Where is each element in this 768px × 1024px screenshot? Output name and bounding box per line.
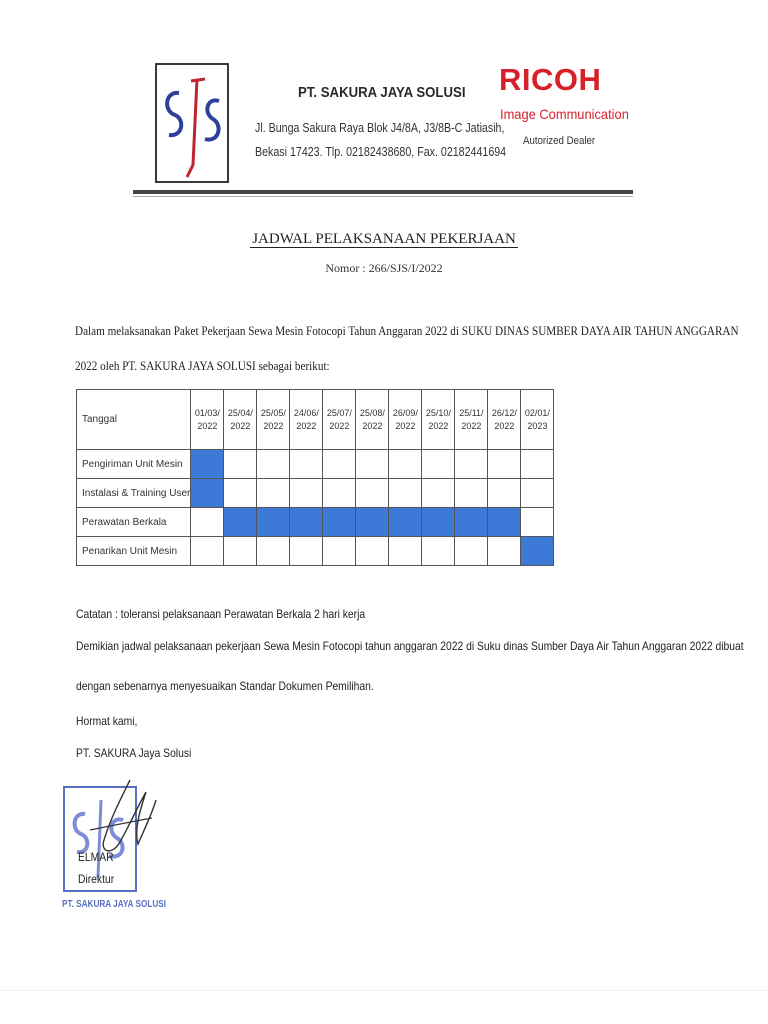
schedule-date-header bbox=[290, 390, 323, 450]
schedule-cell-empty bbox=[323, 537, 356, 566]
closing-line-2: dengan sebenarnya menyesuaikan Standar Dokumen Pemilihan. bbox=[76, 679, 374, 693]
schedule-cell-filled bbox=[323, 508, 356, 537]
schedule-date-header bbox=[191, 390, 224, 450]
schedule-cell-filled bbox=[224, 508, 257, 537]
schedule-cell-filled bbox=[389, 508, 422, 537]
schedule-row-label: Perawatan Berkala bbox=[77, 508, 191, 537]
schedule-date-day: 25/07/ bbox=[326, 407, 352, 418]
schedule-cell-empty bbox=[422, 537, 455, 566]
schedule-date-header bbox=[224, 390, 257, 450]
schedule-cell-empty bbox=[422, 479, 455, 508]
schedule-date-day: 25/04/ bbox=[227, 407, 253, 418]
schedule-cell-filled bbox=[422, 508, 455, 537]
schedule-date-year: 2022 bbox=[395, 420, 416, 431]
schedule-date-year: 2022 bbox=[296, 420, 317, 431]
schedule-cell-empty bbox=[191, 508, 224, 537]
schedule-date-year: 2022 bbox=[428, 420, 449, 431]
greeting: Hormat kami, bbox=[76, 714, 138, 728]
schedule-row bbox=[77, 479, 554, 508]
company-address-line1: Jl. Bunga Sakura Raya Blok J4/8A, J3/8B-C Jatiasih, bbox=[255, 120, 505, 135]
stamp-company-label: PT. SAKURA JAYA SOLUSI bbox=[62, 899, 167, 910]
schedule-date-year: 2022 bbox=[494, 420, 515, 431]
schedule-cell-empty bbox=[257, 479, 290, 508]
signature-company: PT. SAKURA Jaya Solusi bbox=[76, 746, 192, 760]
schedule-date-day: 25/05/ bbox=[260, 407, 286, 418]
schedule-cell-empty bbox=[455, 479, 488, 508]
schedule-cell-empty bbox=[521, 450, 554, 479]
closing-line-1: Demikian jadwal pelaksanaan pekerjaan Sewa Mesin Fotocopi tahun anggaran 2022 di Suku dinas Sumber Daya Air Tahun Anggaran 2022 dibuat bbox=[76, 639, 744, 653]
company-logo bbox=[155, 63, 229, 183]
schedule-header-row bbox=[77, 390, 554, 450]
letterhead-divider-thin bbox=[133, 196, 633, 197]
company-address-line2: Bekasi 17423. Tlp. 02182438680, Fax. 02182441694 bbox=[255, 144, 507, 159]
schedule-date-day: 24/06/ bbox=[293, 407, 319, 418]
ricoh-logo: RICOH bbox=[499, 62, 602, 97]
schedule-date-header bbox=[257, 390, 290, 450]
schedule-date-header bbox=[488, 390, 521, 450]
schedule-cell-filled bbox=[191, 479, 224, 508]
note-catatan: Catatan : toleransi pelaksanaan Perawatan Berkala 2 hari kerja bbox=[76, 607, 366, 621]
schedule-cell-empty bbox=[224, 537, 257, 566]
schedule-cell-empty bbox=[257, 537, 290, 566]
schedule-date-day: 25/08/ bbox=[359, 407, 385, 418]
schedule-cell-empty bbox=[290, 537, 323, 566]
schedule-date-year: 2022 bbox=[197, 420, 218, 431]
schedule-cell-empty bbox=[389, 450, 422, 479]
schedule-date-day: 02/01/ bbox=[524, 407, 550, 418]
schedule-date-day: 26/09/ bbox=[392, 407, 418, 418]
document-title-wrap bbox=[0, 231, 768, 248]
schedule-date-header bbox=[323, 390, 356, 450]
schedule-cell-empty bbox=[356, 450, 389, 479]
schedule-date-year: 2022 bbox=[329, 420, 350, 431]
schedule-date-header bbox=[521, 390, 554, 450]
schedule-date-day: 26/12/ bbox=[491, 407, 517, 418]
schedule-cell-empty bbox=[455, 537, 488, 566]
schedule-cell-filled bbox=[521, 537, 554, 566]
schedule-date-header bbox=[455, 390, 488, 450]
schedule-row-label: Penarikan Unit Mesin bbox=[77, 537, 191, 566]
schedule-cell-filled bbox=[488, 508, 521, 537]
page-bottom-edge bbox=[0, 990, 768, 991]
schedule-cell-empty bbox=[323, 450, 356, 479]
schedule-cell-empty bbox=[224, 479, 257, 508]
schedule-cell-filled bbox=[191, 450, 224, 479]
schedule-cell-empty bbox=[224, 450, 257, 479]
dealer-label: Autorized Dealer bbox=[523, 135, 596, 147]
schedule-cell-empty bbox=[356, 479, 389, 508]
schedule-date-year: 2023 bbox=[527, 420, 548, 431]
signatory-position: Direktur bbox=[78, 872, 115, 886]
schedule-date-year: 2022 bbox=[362, 420, 383, 431]
schedule-cell-empty bbox=[389, 537, 422, 566]
schedule-date-day: 25/11/ bbox=[459, 407, 484, 418]
schedule-row-label: Instalasi & Training User bbox=[77, 479, 191, 508]
schedule-date-year: 2022 bbox=[230, 420, 251, 431]
schedule-date-day: 01/03/ bbox=[194, 407, 220, 418]
schedule-date-header bbox=[422, 390, 455, 450]
schedule-cell-empty bbox=[422, 450, 455, 479]
schedule-cell-empty bbox=[389, 479, 422, 508]
schedule-cell-empty bbox=[455, 450, 488, 479]
document-number: Nomor : 266/SJS/I/2022 bbox=[325, 261, 443, 275]
schedule-row-label: Pengiriman Unit Mesin bbox=[77, 450, 191, 479]
schedule-cell-empty bbox=[290, 450, 323, 479]
letterhead-divider bbox=[133, 190, 633, 194]
schedule-date-header bbox=[356, 390, 389, 450]
schedule-date-year: 2022 bbox=[263, 420, 284, 431]
schedule-cell-empty bbox=[191, 537, 224, 566]
schedule-row bbox=[77, 508, 554, 537]
schedule-cell-filled bbox=[455, 508, 488, 537]
schedule-date-header bbox=[389, 390, 422, 450]
schedule-cell-empty bbox=[323, 479, 356, 508]
intro-line-2: 2022 oleh PT. SAKURA JAYA SOLUSI sebagai berikut: bbox=[75, 358, 330, 373]
schedule-cell-empty bbox=[257, 450, 290, 479]
schedule-cell-empty bbox=[356, 537, 389, 566]
schedule-cell-filled bbox=[356, 508, 389, 537]
schedule-cell-empty bbox=[521, 508, 554, 537]
schedule-cell-empty bbox=[521, 479, 554, 508]
document-title: JADWAL PELAKSANAAN PEKERJAAN bbox=[252, 231, 516, 247]
schedule-cell-empty bbox=[488, 537, 521, 566]
schedule-date-day: 25/10/ bbox=[425, 407, 451, 418]
schedule-row bbox=[77, 537, 554, 566]
intro-line-1: Dalam melaksanakan Paket Pekerjaan Sewa Mesin Fotocopi Tahun Anggaran 2022 di SUKU DINAS SUMBER DAYA AIR TAHUN ANGGARAN bbox=[75, 323, 739, 338]
schedule-cell-empty bbox=[488, 479, 521, 508]
schedule-table bbox=[76, 389, 554, 566]
ricoh-tagline: Image Communication bbox=[500, 106, 629, 122]
schedule-cell-filled bbox=[290, 508, 323, 537]
handwritten-signature bbox=[60, 770, 170, 870]
schedule-cell-empty bbox=[488, 450, 521, 479]
company-name: PT. SAKURA JAYA SOLUSI bbox=[298, 84, 466, 101]
schedule-date-year: 2022 bbox=[461, 420, 482, 431]
signatory-name: ELMAR bbox=[78, 850, 114, 864]
schedule-cell-empty bbox=[290, 479, 323, 508]
schedule-header-label: Tanggal bbox=[77, 390, 191, 450]
schedule-row bbox=[77, 450, 554, 479]
schedule-cell-filled bbox=[257, 508, 290, 537]
